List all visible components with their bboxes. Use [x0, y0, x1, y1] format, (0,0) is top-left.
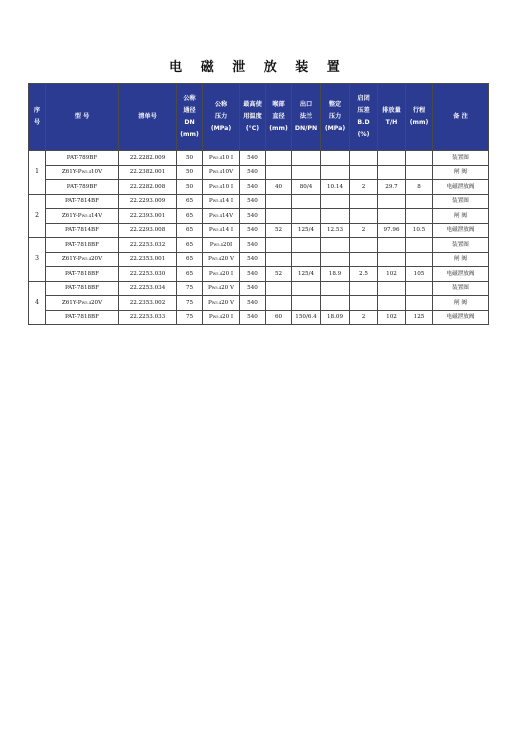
table-row — [29, 194, 489, 209]
cell-model: PAT-7818BF — [46, 281, 119, 296]
cell-set-pressure — [321, 252, 350, 267]
row-seq: 1 — [29, 151, 46, 195]
cell-throat — [266, 281, 292, 296]
cell-note: 电磁泄放阀 — [433, 267, 489, 282]
cell-set-pressure: 18.9 — [321, 267, 350, 282]
cell-stroke — [406, 194, 433, 209]
cell-outlet — [292, 151, 321, 166]
cell-temperature: 540 — [240, 194, 266, 209]
table-row — [29, 281, 489, 296]
cell-dn: 75 — [177, 296, 203, 311]
cell-throat: 60 — [266, 310, 292, 325]
table-row — [29, 310, 489, 325]
header-line: 排放量 — [382, 107, 401, 114]
header-throat — [266, 84, 292, 151]
cell-note: 电磁泄放阀 — [433, 223, 489, 238]
cell-outlet — [292, 238, 321, 253]
table-row — [29, 223, 489, 238]
cell-dn: 65 — [177, 223, 203, 238]
cell-throat — [266, 209, 292, 224]
cell-throat — [266, 151, 292, 166]
cell-outlet: 125/4 — [292, 223, 321, 238]
table-row — [29, 151, 489, 166]
cell-note: 装置图 — [433, 281, 489, 296]
cell-outlet — [292, 296, 321, 311]
header-line: 法兰 — [299, 113, 313, 120]
cell-pressure: PW5.414 I — [203, 223, 240, 238]
cell-throat — [266, 238, 292, 253]
cell-temperature: 540 — [240, 238, 266, 253]
header-line: 用温度 — [243, 113, 262, 120]
cell-dn: 65 — [177, 194, 203, 209]
cell-blowdown: 2 — [350, 310, 378, 325]
cell-stroke: 125 — [406, 310, 433, 325]
cell-note: 电磁泄放阀 — [433, 310, 489, 325]
cell-blowdown — [350, 252, 378, 267]
cell-set-pressure: 18.09 — [321, 310, 350, 325]
cell-dn: 75 — [177, 281, 203, 296]
cell-stroke: 105 — [406, 267, 433, 282]
table-row — [29, 238, 489, 253]
cell-capacity — [378, 165, 406, 180]
cell-set-pressure — [321, 165, 350, 180]
header-line: 公称 — [214, 101, 228, 108]
cell-model: PAT-7818BF — [46, 310, 119, 325]
cell-note: 闸 阀 — [433, 209, 489, 224]
header-line: 压力 — [214, 113, 228, 120]
header-line: (mm) — [180, 131, 199, 138]
header-line: 序 — [33, 107, 41, 114]
header-line: B.D — [357, 119, 370, 126]
cell-item-no: 22.2382.001 — [119, 165, 177, 180]
header-line: 压差 — [357, 107, 370, 114]
cell-stroke — [406, 281, 433, 296]
cell-item-no: 22.2282.008 — [119, 180, 177, 195]
cell-capacity — [378, 194, 406, 209]
cell-temperature: 540 — [240, 267, 266, 282]
cell-model: Z61Y-PW5.420V — [46, 252, 119, 267]
cell-throat — [266, 194, 292, 209]
cell-outlet: 80/4 — [292, 180, 321, 195]
cell-temperature: 540 — [240, 252, 266, 267]
header-blowdown — [350, 84, 378, 151]
cell-dn: 65 — [177, 252, 203, 267]
cell-blowdown: 2 — [350, 180, 378, 195]
cell-item-no: 22.2253.032 — [119, 238, 177, 253]
header-set-pressure — [321, 84, 350, 151]
cell-stroke — [406, 252, 433, 267]
cell-outlet: 150/6.4 — [292, 310, 321, 325]
table-row — [29, 252, 489, 267]
cell-capacity: 97.96 — [378, 223, 406, 238]
cell-outlet — [292, 281, 321, 296]
cell-model: Z61Y-PW5.410V — [46, 165, 119, 180]
cell-pressure: PW5.420 V — [203, 296, 240, 311]
cell-stroke — [406, 209, 433, 224]
cell-outlet — [292, 209, 321, 224]
cell-outlet — [292, 194, 321, 209]
header-line: 行程 — [412, 107, 426, 114]
row-seq: 3 — [29, 238, 46, 282]
cell-blowdown — [350, 151, 378, 166]
cell-dn: 75 — [177, 310, 203, 325]
header-line: 压力 — [328, 113, 342, 120]
cell-blowdown — [350, 296, 378, 311]
cell-pressure: PW5.410 I — [203, 151, 240, 166]
cell-blowdown — [350, 209, 378, 224]
cell-item-no: 22.2393.001 — [119, 209, 177, 224]
cell-set-pressure — [321, 238, 350, 253]
header-line: 直径 — [272, 113, 285, 120]
row-seq: 2 — [29, 194, 46, 238]
cell-blowdown — [350, 281, 378, 296]
header-stroke — [406, 84, 433, 151]
cell-note: 装置图 — [433, 151, 489, 166]
cell-throat — [266, 296, 292, 311]
cell-temperature: 540 — [240, 296, 266, 311]
cell-stroke: 10.5 — [406, 223, 433, 238]
cell-capacity: 102 — [378, 267, 406, 282]
cell-pressure: PW5.420I — [203, 238, 240, 253]
cell-set-pressure — [321, 296, 350, 311]
header-line: (mm) — [409, 119, 429, 126]
cell-pressure: PW5.420 V — [203, 252, 240, 267]
cell-item-no: 22.2282.009 — [119, 151, 177, 166]
cell-note: 装置图 — [433, 238, 489, 253]
cell-throat — [266, 165, 292, 180]
cell-stroke — [406, 296, 433, 311]
cell-dn: 65 — [177, 209, 203, 224]
cell-model: PAT-7814BF — [46, 223, 119, 238]
header-dn — [177, 84, 203, 151]
header-temperature — [240, 84, 266, 151]
cell-item-no: 22.2353.002 — [119, 296, 177, 311]
cell-model: PAT-789BF — [46, 151, 119, 166]
header-row — [29, 84, 489, 151]
cell-capacity: 29.7 — [378, 180, 406, 195]
page-title: 电 磁 泄 放 装 置 — [169, 60, 347, 75]
cell-pressure: PW5.420 I — [203, 310, 240, 325]
table-row — [29, 296, 489, 311]
cell-item-no: 22.2353.001 — [119, 252, 177, 267]
cell-blowdown — [350, 165, 378, 180]
cell-temperature: 540 — [240, 180, 266, 195]
cell-dn: 50 — [177, 180, 203, 195]
header-line: 启闭 — [357, 95, 370, 102]
cell-pressure: PW5.410 I — [203, 180, 240, 195]
header-line: 公称 — [183, 95, 196, 102]
cell-pressure: PW5.410V — [203, 165, 240, 180]
cell-capacity: 102 — [378, 310, 406, 325]
header-pressure — [203, 84, 240, 151]
cell-temperature: 540 — [240, 151, 266, 166]
cell-dn: 65 — [177, 267, 203, 282]
cell-pressure: PW5.420 V — [203, 281, 240, 296]
cell-model: PAT-7818BF — [46, 238, 119, 253]
cell-blowdown: 2 — [350, 223, 378, 238]
cell-set-pressure: 12.53 — [321, 223, 350, 238]
header-line: (MPa) — [324, 125, 346, 132]
header-line: (MPa) — [210, 125, 232, 132]
cell-capacity — [378, 209, 406, 224]
cell-set-pressure: 10.14 — [321, 180, 350, 195]
header-capacity — [378, 84, 406, 151]
header-item-no — [119, 84, 177, 151]
header-line: 最高使 — [243, 101, 262, 108]
header-model — [46, 84, 119, 151]
cell-temperature: 540 — [240, 209, 266, 224]
cell-set-pressure — [321, 151, 350, 166]
cell-model: PAT-789BF — [46, 180, 119, 195]
header-line: 号 — [33, 119, 41, 126]
cell-model: Z61Y-PW5.420V — [46, 296, 119, 311]
cell-note: 闸 阀 — [433, 296, 489, 311]
cell-capacity — [378, 296, 406, 311]
cell-capacity — [378, 238, 406, 253]
header-line: 型 号 — [74, 113, 90, 120]
cell-outlet — [292, 252, 321, 267]
table-row — [29, 165, 489, 180]
cell-dn: 50 — [177, 151, 203, 166]
table-row — [29, 180, 489, 195]
table-row — [29, 209, 489, 224]
cell-set-pressure — [321, 281, 350, 296]
cell-dn: 65 — [177, 238, 203, 253]
cell-stroke — [406, 238, 433, 253]
cell-throat — [266, 252, 292, 267]
cell-model: PAT-7814BF — [46, 194, 119, 209]
cell-pressure: PW5.420 I — [203, 267, 240, 282]
cell-note: 电磁泄放阀 — [433, 180, 489, 195]
cell-model: Z61Y-PW5.414V — [46, 209, 119, 224]
cell-set-pressure — [321, 194, 350, 209]
cell-dn: 50 — [177, 165, 203, 180]
cell-model: PAT-7818BF — [46, 267, 119, 282]
cell-outlet: 125/4 — [292, 267, 321, 282]
cell-throat: 40 — [266, 180, 292, 195]
header-line: 整定 — [328, 101, 342, 108]
cell-pressure: PW5.414 I — [203, 194, 240, 209]
cell-throat: 52 — [266, 267, 292, 282]
header-line: 出口 — [299, 101, 313, 108]
header-line: 喉部 — [272, 101, 285, 108]
header-line: DN/PN — [294, 125, 318, 132]
cell-temperature: 540 — [240, 223, 266, 238]
cell-note: 装置图 — [433, 194, 489, 209]
cell-capacity — [378, 281, 406, 296]
cell-blowdown — [350, 194, 378, 209]
cell-capacity — [378, 252, 406, 267]
cell-item-no: 22.2253.033 — [119, 310, 177, 325]
header-line: DN — [184, 119, 195, 126]
header-line: (mm) — [269, 125, 288, 132]
row-seq: 4 — [29, 281, 46, 325]
header-line: (%) — [357, 131, 370, 138]
cell-stroke: 8 — [406, 180, 433, 195]
cell-stroke — [406, 151, 433, 166]
cell-note: 闸 阀 — [433, 252, 489, 267]
cell-item-no: 22.2293.008 — [119, 223, 177, 238]
cell-outlet — [292, 165, 321, 180]
header-line: 通径 — [183, 107, 196, 114]
header-line: (°C) — [245, 125, 260, 132]
cell-capacity — [378, 151, 406, 166]
table-body — [29, 151, 489, 325]
cell-stroke — [406, 165, 433, 180]
cell-set-pressure — [321, 209, 350, 224]
header-line: 清单号 — [138, 113, 157, 120]
header-note — [433, 84, 489, 151]
cell-item-no: 22.2253.030 — [119, 267, 177, 282]
cell-pressure: PW5.414V — [203, 209, 240, 224]
cell-item-no: 22.2293.009 — [119, 194, 177, 209]
cell-temperature: 540 — [240, 310, 266, 325]
header-seq — [29, 84, 46, 151]
header-line: T/H — [385, 119, 398, 126]
header-outlet — [292, 84, 321, 151]
cell-note: 闸 阀 — [433, 165, 489, 180]
cell-blowdown — [350, 238, 378, 253]
spec-table — [28, 83, 489, 325]
cell-throat: 52 — [266, 223, 292, 238]
cell-temperature: 540 — [240, 281, 266, 296]
cell-temperature: 540 — [240, 165, 266, 180]
table-row — [29, 267, 489, 282]
header-line: 备 注 — [453, 113, 468, 120]
cell-blowdown: 2.5 — [350, 267, 378, 282]
cell-item-no: 22.2253.034 — [119, 281, 177, 296]
